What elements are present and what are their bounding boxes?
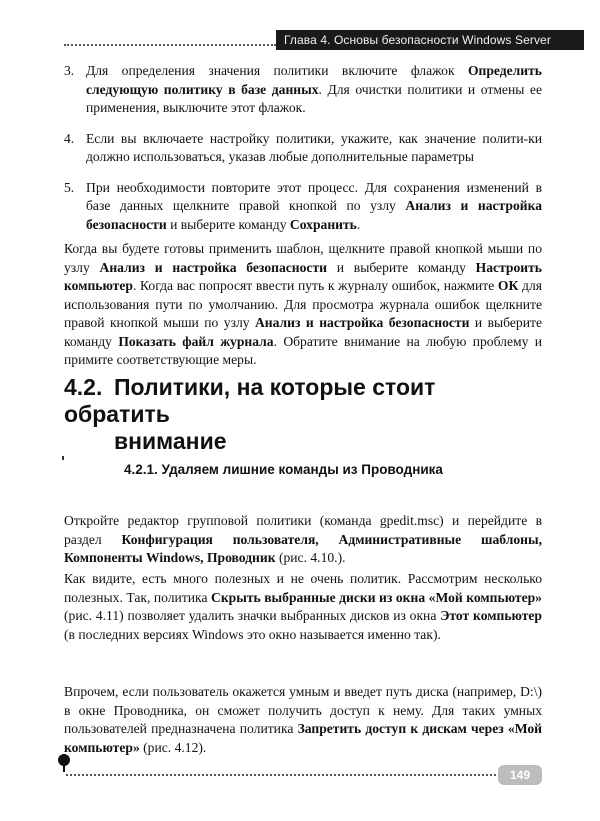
subsection-heading: 4.2.1. Удаляем лишние команды из Проводника [124, 462, 443, 477]
list-item-bold: Определить следующую политику в базе данных [86, 63, 542, 97]
list-item-number: 5. [64, 179, 75, 195]
footer-bullet-stem [63, 764, 65, 772]
paragraph-text: Откройте редактор групповой политики (команда gpedit.msc) и перейдите в раздел [64, 513, 542, 547]
section-title-line2: внимание [114, 428, 227, 454]
list-item-number: 3. [64, 63, 75, 78]
paragraph-text: (рис. 4.11) позволяет удалить значки выбранных дисков из окна [64, 608, 441, 623]
paragraph-open-editor [64, 512, 542, 568]
paragraph-text: Когда вы будете готовы применить шаблон, щелкните правой кнопкой мыши по узлу [64, 241, 542, 275]
steps-list [64, 62, 542, 246]
paragraph-text: для использования пути по умолчанию. Для просмотра журнала ошибок щелкните правой кнопкой мыши по узлу [64, 278, 542, 330]
paragraph-bold: Показать файл журнала [118, 333, 274, 349]
list-item-number: 4. [64, 130, 75, 146]
list-item-text: . [356, 216, 361, 232]
paragraph-bold: Настроить компьютер [64, 259, 542, 293]
list-item-text: Если вы включаете настройку политики, укажите, как значение полити-ки должно использоваться, указав любые дополнительные параметры [86, 130, 542, 164]
list-item-text: . Для очистки политики и отмены ее применения, выключите этот флажок. [86, 81, 542, 115]
paragraph-text: . Обратите внимание на любую проблему и примите соответствующие меры. [64, 333, 542, 367]
paragraph-text: и выберите команду [326, 259, 476, 275]
paragraph-bold: Запретить доступ к дискам через «Мой компьютер» [64, 721, 542, 755]
header-dotted-rule [64, 44, 276, 46]
paragraph-bold: Скрыть выбранные диски из окна «Мой компьютер» [211, 589, 542, 605]
paragraph-text: . Когда вас попросят ввести путь к журналу ошибок, нажмите [132, 278, 498, 293]
list-item-text: Для определения значения политики включите флажок [86, 63, 468, 78]
footer-dotted-rule [66, 774, 496, 776]
list-item-text: и выберите команду [166, 216, 290, 232]
list-item [64, 179, 542, 235]
paragraph-apply-template [64, 240, 542, 370]
paragraph-text: (рис. 4.10.). [275, 550, 346, 565]
section-title-line1: Политики, на которые стоит обратить [64, 374, 436, 427]
paragraph-text: Впрочем, если пользователь окажется умным и введет путь диска (например, D:\) в окне Проводника, он сможет получить доступ к нему. Для таких умных пользователей предназначена политика [64, 684, 542, 736]
paragraph-text: (в последних версиях Windows это окно называется именно так). [64, 626, 441, 642]
list-item-bold: Сохранить [289, 216, 357, 232]
page-number: 149 [498, 765, 542, 785]
running-header: Глава 4. Основы безопасности Windows Server [276, 30, 584, 50]
list-item-bold: Анализ и настройка безопасности [86, 198, 542, 232]
paragraph-text: Как видите, есть много полезных и не очень политик. Рассмотрим несколько полезных. Так, политика [64, 571, 542, 605]
margin-mark [62, 456, 64, 460]
paragraph-bold: Этот компьютер [440, 608, 542, 623]
paragraph-bold: ОК [497, 278, 519, 293]
paragraph-bold: Анализ и настройка безопасности [254, 315, 470, 330]
paragraph-text: и выберите команду [64, 315, 542, 349]
list-item-text: При необходимости повторите этот процесс. Для сохранения изменений в базе данных щелкните правой кнопкой по узлу [86, 179, 542, 213]
list-item [64, 62, 542, 118]
paragraph-bold: Анализ и настройка безопасности [99, 259, 327, 275]
paragraph-deny-access [64, 683, 542, 757]
list-item [64, 130, 542, 167]
section-heading [64, 374, 544, 455]
paragraph-text: (рис. 4.12). [139, 739, 207, 755]
section-number: 4.2. [64, 374, 103, 400]
paragraph-bold: Конфигурация пользователя, Административные шаблоны, Компоненты Windows, Проводник [64, 531, 543, 565]
paragraph-policies [64, 570, 542, 644]
